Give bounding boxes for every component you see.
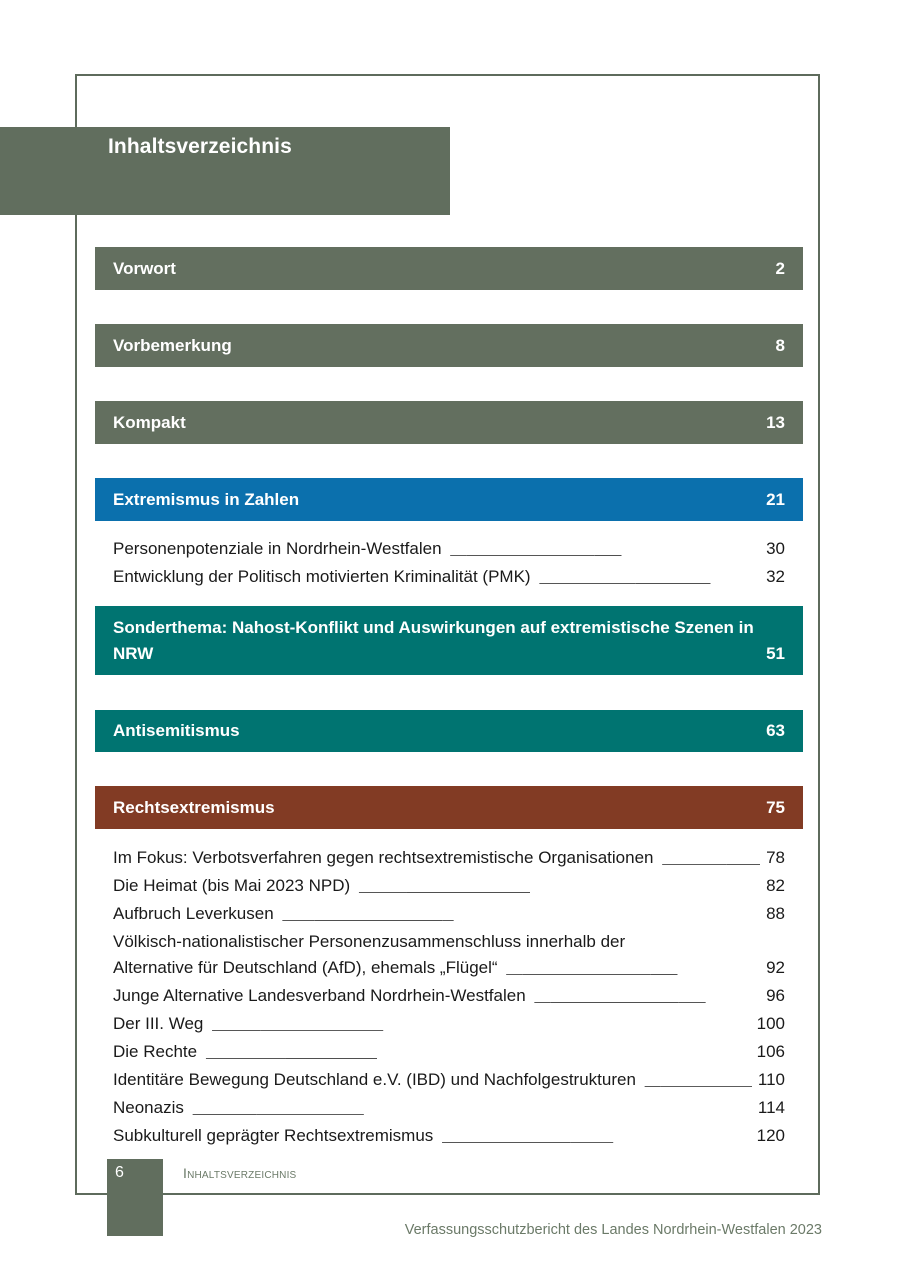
entry-page: 114 — [757, 1097, 785, 1117]
toc-section-sonderthema[interactable] — [95, 606, 803, 675]
entry-title: Aufbruch Leverkusen — [113, 904, 274, 923]
entry-page: 30 — [766, 539, 785, 558]
entry-title: Junge Alternative Landesverband Nordrhein-Westfalen — [113, 985, 526, 1005]
entry-title: Entwicklung der Politisch motivierten Kriminalität (PMK) — [113, 567, 531, 586]
toc-entry[interactable] — [113, 955, 785, 983]
toc-entry[interactable] — [113, 929, 785, 955]
leader-dots — [662, 858, 761, 875]
section-label: Vorwort — [113, 258, 176, 278]
toc-entry[interactable] — [113, 873, 785, 901]
entry-page: 32 — [766, 567, 785, 586]
leader-dots — [534, 996, 760, 1013]
leader-dots — [282, 914, 760, 931]
footer-section-label: Inhaltsverzeichnis — [183, 1165, 297, 1181]
publication-title: Verfassungsschutzbericht des Landes Nordrhein-Westfalen 2023 — [404, 1222, 822, 1238]
entry-page: 100 — [756, 1013, 785, 1033]
leader-dots — [205, 1052, 751, 1069]
section-page: 63 — [766, 721, 785, 740]
entry-title: Personenpotenziale in Nordrhein-Westfalen — [113, 539, 442, 558]
entry-page: 96 — [766, 985, 785, 1005]
toc-section-vorwort[interactable] — [95, 247, 803, 290]
entry-title: Die Heimat (bis Mai 2023 NPD) — [113, 876, 351, 895]
toc-entry[interactable] — [113, 845, 785, 873]
entry-title: Völkisch-nationalistischer Personenzusammenschluss innerhalb der — [113, 932, 626, 951]
section-label: Kompakt — [113, 412, 186, 432]
toc-entry[interactable] — [113, 536, 785, 564]
toc-section-extremismus[interactable] — [95, 478, 803, 521]
section-page: 51 — [766, 644, 785, 663]
entry-title: Die Rechte — [113, 1041, 198, 1061]
section-page: 21 — [766, 489, 785, 509]
section-label: Vorbemerkung — [113, 335, 232, 355]
section-page: 2 — [775, 258, 785, 278]
toc-entry[interactable] — [113, 1095, 785, 1123]
entry-title: Der III. Weg — [113, 1013, 204, 1033]
leader-dots — [506, 968, 761, 985]
section-page: 13 — [766, 412, 785, 432]
title-block — [0, 127, 450, 215]
toc-section-antisemitismus[interactable] — [95, 710, 803, 752]
entry-page: 106 — [756, 1041, 785, 1061]
page-title: Inhaltsverzeichnis — [108, 135, 292, 158]
toc-entries-extremismus — [113, 536, 785, 592]
toc-entry[interactable] — [113, 1067, 785, 1095]
entry-title: Im Fokus: Verbotsverfahren gegen rechtsextremistische Organisationen — [113, 848, 654, 867]
leader-dots — [192, 1108, 752, 1125]
entry-page: 120 — [756, 1125, 785, 1145]
entry-title: Alternative für Deutschland (AfD), ehemals „Flügel“ — [113, 957, 498, 977]
toc-section-vorbemerkung[interactable] — [95, 324, 803, 367]
entry-page: 92 — [766, 957, 785, 977]
section-page: 75 — [766, 797, 785, 817]
leader-dots — [358, 886, 760, 903]
leader-dots — [644, 1080, 752, 1097]
section-label-line1: Sonderthema: Nahost-Konflikt und Auswirkungen auf extremistische Szenen in — [113, 618, 754, 637]
toc-section-kompakt[interactable] — [95, 401, 803, 444]
entry-title: Subkulturell geprägter Rechtsextremismus — [113, 1125, 434, 1145]
section-label: Extremismus in Zahlen — [113, 489, 300, 509]
toc-entries-rechtsextremismus — [113, 845, 785, 1151]
entry-title: Identitäre Bewegung Deutschland e.V. (IBD) und Nachfolgestrukturen — [113, 1069, 636, 1089]
toc-entry[interactable] — [113, 901, 785, 929]
entry-page: 82 — [766, 876, 785, 895]
toc-section-rechtsextremismus[interactable] — [95, 786, 803, 829]
toc-entry[interactable] — [113, 1123, 785, 1151]
entry-page: 78 — [766, 848, 785, 867]
section-page: 8 — [775, 335, 785, 355]
entry-title: Neonazis — [113, 1097, 184, 1117]
footer-page-number: 6 — [115, 1164, 124, 1181]
leader-dots — [211, 1024, 750, 1041]
toc-entry[interactable] — [113, 983, 785, 1011]
section-label-line2: NRW — [113, 644, 154, 663]
toc-entry[interactable] — [113, 564, 785, 592]
section-label: Rechtsextremismus — [113, 797, 275, 817]
leader-dots — [441, 1136, 750, 1153]
entry-page: 88 — [766, 904, 785, 923]
toc-entry[interactable] — [113, 1011, 785, 1039]
leader-dots — [450, 549, 761, 566]
entry-page: 110 — [757, 1069, 785, 1089]
toc-entry[interactable] — [113, 1039, 785, 1067]
leader-dots — [539, 577, 760, 594]
section-label: Antisemitismus — [113, 721, 240, 740]
